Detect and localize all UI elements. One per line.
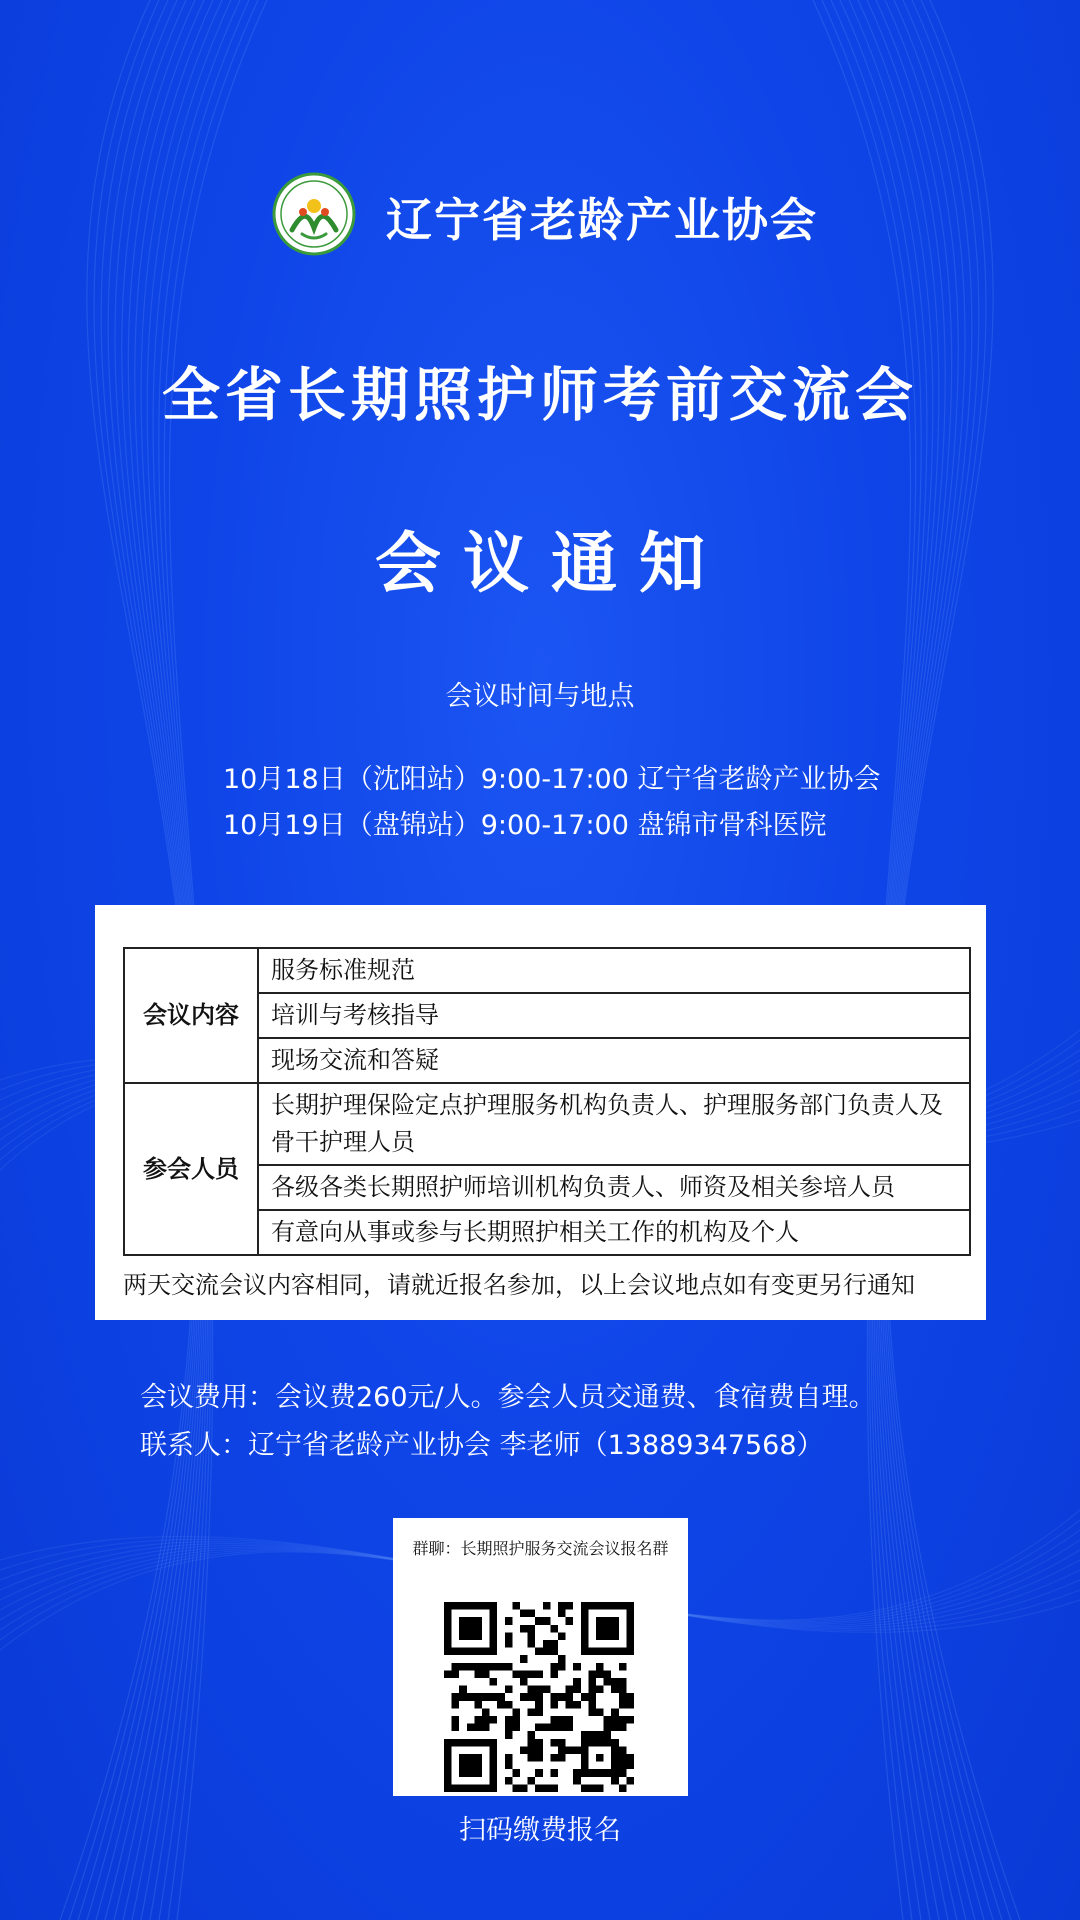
meeting-info-table bbox=[123, 947, 971, 1256]
fee-info: 会议费用：会议费260元/人。参会人员交通费、食宿费自理。 bbox=[140, 1382, 876, 1413]
attendee-item: 长期护理保险定点护理服务机构负责人、护理服务部门负责人及骨干护理人员 bbox=[258, 1083, 970, 1165]
qr-group-label: 群聊：长期照护服务交流会议报名群 bbox=[412, 1539, 669, 1558]
content-item: 现场交流和答疑 bbox=[258, 1038, 970, 1083]
content-item: 服务标准规范 bbox=[258, 948, 970, 993]
contact-info: 联系人：辽宁省老龄产业协会 李老师（13889347568） bbox=[140, 1430, 824, 1461]
table-row bbox=[124, 1083, 970, 1165]
schedule-heading: 会议时间与地点 bbox=[445, 681, 635, 712]
organization-name: 辽宁省老龄产业协会 bbox=[386, 193, 818, 247]
attendee-item: 各级各类长期照护师培训机构负责人、师资及相关参培人员 bbox=[258, 1165, 970, 1210]
event-title: 全省长期照护师考前交流会 bbox=[161, 361, 918, 429]
notice-title: 会议通知 bbox=[375, 525, 727, 602]
attendee-category-cell: 参会人员 bbox=[124, 1083, 258, 1255]
table-note: 两天交流会议内容相同，请就近报名参加，以上会议地点如有变更另行通知 bbox=[123, 1271, 915, 1299]
table-row bbox=[124, 948, 970, 993]
info-card bbox=[95, 905, 986, 1320]
qr-caption: 扫码缴费报名 bbox=[459, 1815, 621, 1846]
qr-code-icon[interactable] bbox=[444, 1602, 634, 1792]
schedule-line-panjin: 10月19日（盘锦站）9:00-17:00 盘锦市骨科医院 bbox=[223, 810, 827, 841]
content-category-cell: 会议内容 bbox=[124, 948, 258, 1083]
qr-card bbox=[393, 1518, 688, 1796]
association-logo-icon bbox=[272, 172, 356, 256]
attendee-item: 有意向从事或参与长期照护相关工作的机构及个人 bbox=[258, 1210, 970, 1255]
schedule-line-shenyang: 10月18日（沈阳站）9:00-17:00 辽宁省老龄产业协会 bbox=[223, 764, 881, 795]
content-item: 培训与考核指导 bbox=[258, 993, 970, 1038]
